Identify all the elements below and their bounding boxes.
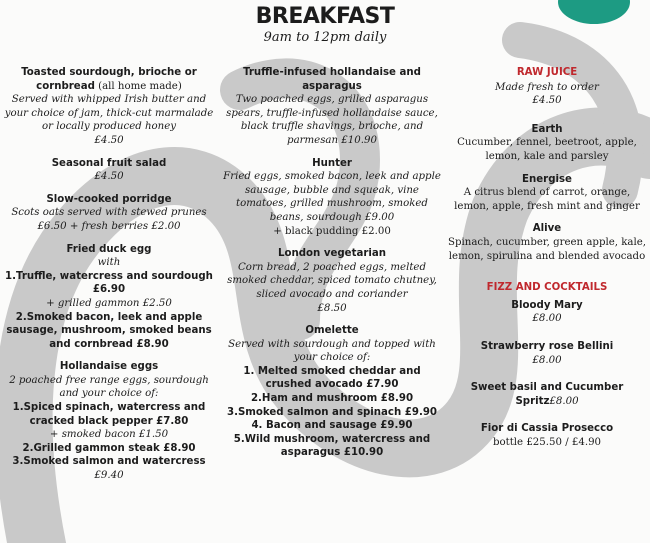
item-price: £9.40 — [94, 470, 124, 482]
menu-item — [448, 422, 646, 449]
section-desc: Made fresh to order — [495, 81, 599, 93]
item-name: Strawberry rose Bellini — [480, 340, 614, 352]
item-name: Fior di Cassia Prosecco — [480, 423, 614, 435]
item-name: Toasted sourdough, brioche or cornbread — [21, 67, 197, 92]
item-name: Truffle-infused hollandaise and asparagus — [243, 67, 421, 92]
item-desc: A citrus blend of carrot, orange, lemon, apple, fresh mint and ginger — [454, 187, 640, 212]
item-desc: Spinach, cucumber, green apple, kale, lemon, spirulina and blended avocado — [448, 236, 647, 262]
item-desc: Corn bread, 2 poached eggs, melted smoked cheddar, spiced tomato chutney, sliced avocado and coriander — [227, 261, 437, 300]
item-addon: + grilled gammon £2.50 — [46, 297, 172, 309]
menu-item — [448, 340, 646, 367]
item-option: 1.Truffle, watercress and sourdough £6.90 — [5, 270, 213, 296]
menu-item — [448, 299, 646, 326]
item-desc: Served with whipped Irish butter and your choice of jam, thick-cut marmalade or locally produced honey — [4, 94, 214, 133]
item-option: 2.Grilled gammon steak £8.90 — [22, 442, 196, 454]
menu-column-middle — [223, 66, 441, 469]
menu-item — [4, 360, 214, 482]
item-name-note: (all home made) — [94, 80, 182, 92]
item-name: Hollandaise eggs — [59, 361, 159, 373]
item-addon: + black pudding £2.00 — [273, 225, 391, 237]
item-desc: Fried eggs, smoked bacon, leek and apple sausage, bubble and squeak, vine tomatoes, grilled mushroom, smoked beans, sourdough £9.00 — [223, 171, 441, 223]
menu-item — [4, 193, 214, 234]
section-price: £4.50 — [532, 95, 562, 107]
menu-item — [223, 247, 441, 315]
item-price: £4.50 — [94, 171, 124, 183]
item-price: £8.50 — [317, 302, 347, 314]
menu-item — [223, 66, 441, 148]
item-name: Slow-cooked porridge — [46, 193, 172, 205]
item-desc: Cucumber, fennel, beetroot, apple, lemon, kale and parsley — [457, 137, 637, 162]
item-name: Fried duck egg — [66, 243, 152, 255]
menu-item — [4, 157, 214, 184]
menu-item — [448, 173, 646, 214]
item-price: £8.00 — [532, 313, 562, 325]
menu-item — [223, 157, 441, 239]
item-option: 5.Wild mushroom, watercress and asparagus £10.90 — [233, 433, 431, 459]
item-name: London vegetarian — [278, 248, 386, 260]
menu-item — [448, 381, 646, 408]
item-price: £8.00 — [532, 354, 562, 366]
menu-item — [4, 243, 214, 352]
item-price: bottle £25.50 / £4.90 — [492, 436, 602, 448]
item-name: Energise — [522, 173, 572, 185]
item-name: Hunter — [312, 157, 352, 169]
menu-header — [0, 0, 650, 46]
item-name: Sweet basil and Cucumber — [470, 382, 624, 394]
item-name: Omelette — [305, 325, 359, 337]
menu-hours: 9am to 12pm daily — [263, 30, 387, 45]
item-name: Bloody Mary — [511, 299, 583, 311]
item-price: £8.00 — [549, 395, 579, 407]
menu-item — [448, 123, 646, 164]
menu-column-left — [4, 66, 214, 492]
item-desc: Served with sourdough and topped with your choice of: — [228, 338, 436, 364]
item-option: 4. Bacon and sausage £9.90 — [251, 420, 413, 432]
item-option: 3.Smoked salmon and watercress — [12, 456, 206, 468]
item-name: Seasonal fruit salad — [51, 157, 167, 169]
raw-juice-section — [448, 66, 646, 108]
menu-column-right — [448, 66, 646, 458]
item-desc: Two poached eggs, grilled asparagus spears, truffle-infused hollandaise sauce, black truffle shavings, brioche, and parmesan £10.90 — [226, 94, 438, 146]
section-heading-fizz: FIZZ AND COCKTAILS — [486, 282, 608, 294]
menu-title: BREAKFAST — [255, 4, 395, 29]
menu-item — [4, 66, 214, 148]
item-name: Earth — [531, 123, 563, 135]
section-heading-raw-juice: RAW JUICE — [516, 67, 578, 78]
item-option: 2.Ham and mushroom £8.90 — [250, 393, 414, 405]
item-option: 1.Spiced spinach, watercress and cracked black pepper £7.80 — [12, 402, 206, 427]
item-option: 3.Smoked salmon and spinach £9.90 — [226, 406, 437, 418]
item-addon: + smoked bacon £1.50 — [49, 429, 169, 441]
menu-item — [448, 222, 646, 263]
item-option: 2.Smoked bacon, leek and apple sausage, mushroom, smoked beans and cornbread £8.90 — [6, 311, 212, 350]
item-desc: Scots oats served with stewed prunes £6.50 + fresh berries £2.00 — [11, 207, 207, 232]
item-name-cont: Spritz — [515, 395, 550, 407]
item-price: £4.50 — [94, 134, 124, 146]
item-option: 1. Melted smoked cheddar and crushed avocado £7.90 — [243, 365, 421, 391]
item-name: Alive — [532, 223, 562, 235]
menu-item — [223, 324, 441, 460]
item-desc: 2 poached free range eggs, sourdough and your choice of: — [9, 374, 209, 400]
item-desc: with — [97, 257, 121, 269]
